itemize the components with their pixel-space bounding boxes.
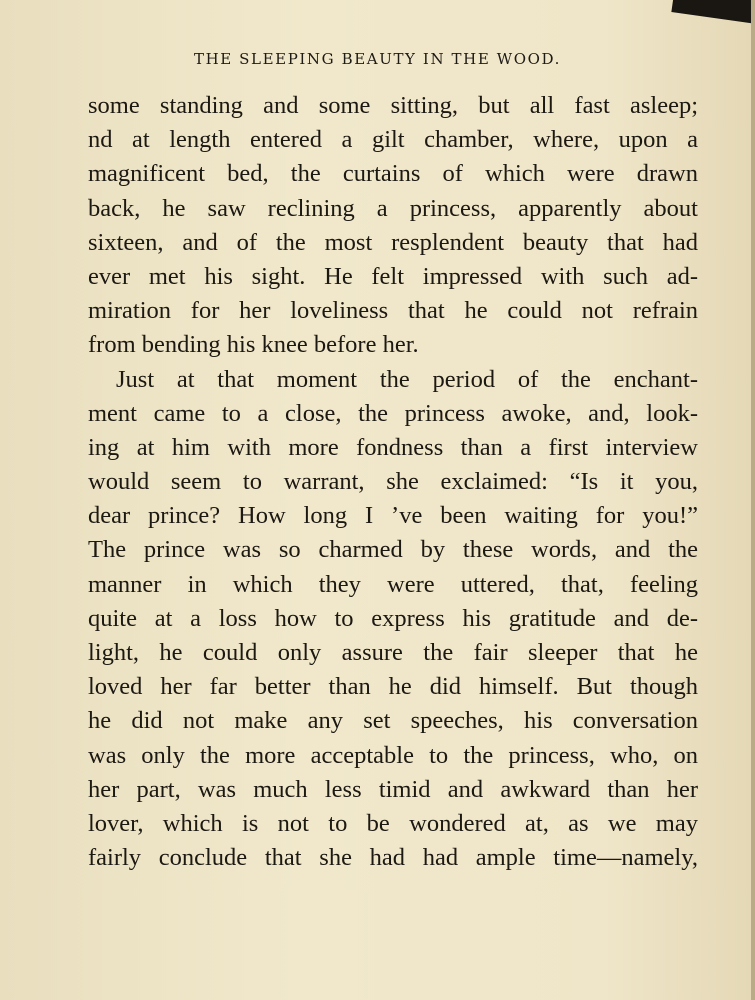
text-line: manner in which they were uttered, that, feeling <box>88 570 698 598</box>
text-line: her part, was much less timid and awkward than her <box>88 775 698 803</box>
text-line: ing at him with more fondness than a first interview <box>88 433 698 461</box>
text-line: magnificent bed, the curtains of which were drawn <box>88 160 698 188</box>
text-line: lover, which is not to be wondered at, as we may <box>88 809 698 837</box>
text-line: dear prince? How long I ’ve been waiting for you!” <box>88 502 698 530</box>
text-line: some standing and some sitting, but all fast asleep; <box>88 92 698 119</box>
text-line: light, he could only assure the fair sleeper that he <box>88 639 698 666</box>
text-line: fairly conclude that she had had ample time—namely, <box>88 844 698 872</box>
text-line: from bending his knee before her. <box>88 331 419 359</box>
text-line: was only the more acceptable to the princess, who, on <box>88 741 698 769</box>
text-line: would seem to warrant, she exclaimed: “Is it you, <box>88 468 698 496</box>
text-line: back, he saw reclining a princess, apparently about <box>88 194 698 222</box>
page-corner-shadow <box>671 0 755 27</box>
text-line: loved her far better than he did himself. But though <box>88 673 698 701</box>
text-line: ever met his sight. He felt impressed with such ad- <box>88 262 698 290</box>
text-line: quite at a loss how to express his gratitude and de- <box>88 604 698 632</box>
running-head: THE SLEEPING BEAUTY IN THE WOOD. <box>193 50 562 68</box>
page-edge <box>751 0 755 1000</box>
text-line: he did not make any set speeches, his conversation <box>88 707 698 735</box>
text-line: sixteen, and of the most resplendent beauty that had <box>88 228 698 256</box>
text-line: miration for her loveliness that he could not refrain <box>88 297 698 325</box>
body-text <box>88 89 698 875</box>
text-line: The prince was so charmed by these words, and the <box>88 536 698 564</box>
text-line: nd at length entered a gilt chamber, where, upon a <box>88 126 698 154</box>
text-line: Just at that moment the period of the enchant- <box>116 365 698 393</box>
text-line: ment came to a close, the princess awoke, and, look- <box>88 399 698 427</box>
